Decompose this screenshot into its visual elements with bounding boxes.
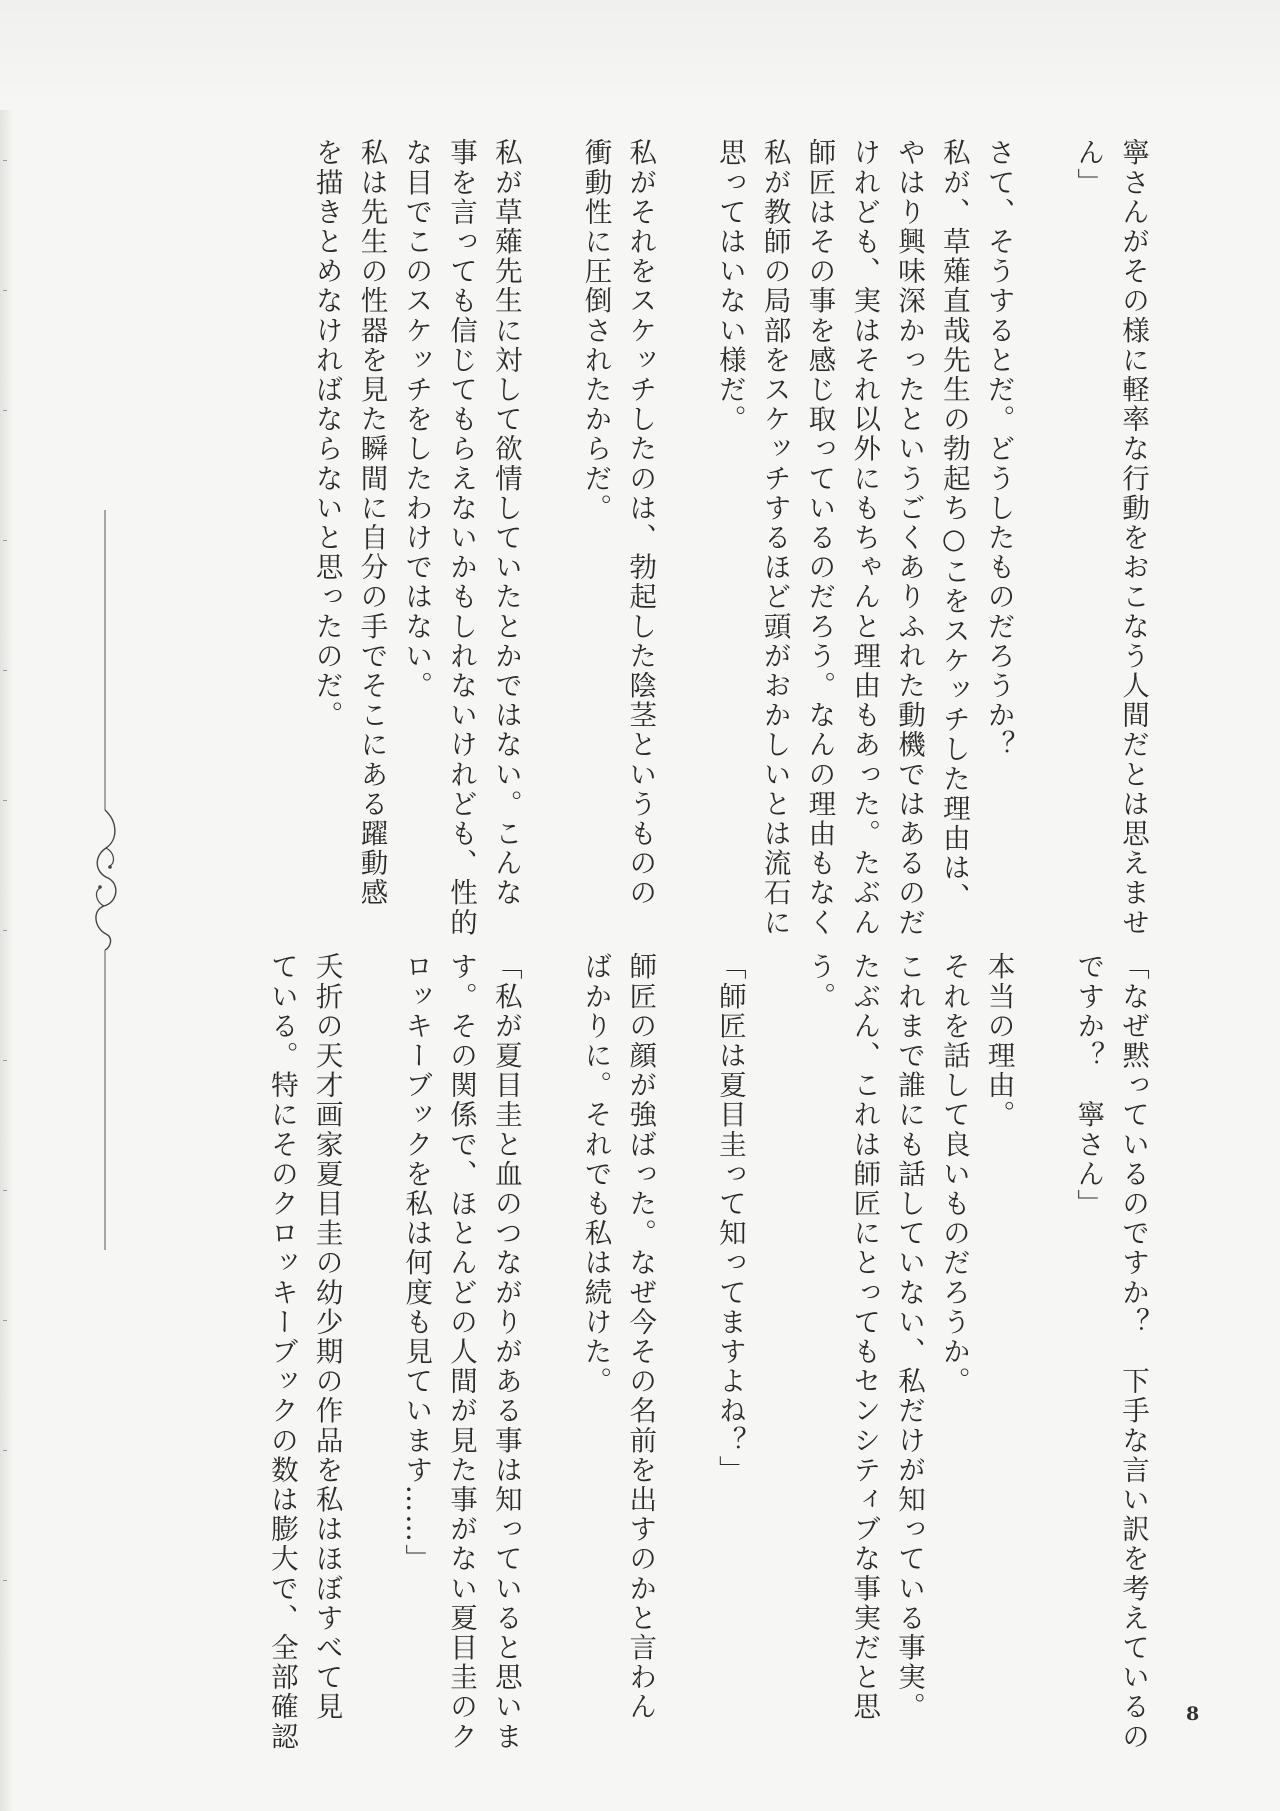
text-line: 私は先生の性器を見た瞬間に自分の手でそこにある躍動感 — [355, 138, 388, 908]
text-line: な目でこのスケッチをしたわけではない。 — [400, 138, 433, 701]
page-number: 8 — [1186, 1703, 1200, 1725]
text-line: 私が、草薙直哉先生の勃起ち○こをスケッチした理由は、 — [937, 138, 970, 913]
text-line: ですか？ 寧さん」 — [1072, 952, 1105, 1219]
lower-text-column — [220, 952, 1155, 1752]
text-line: さて、そうするとだ。どうしたものだろうか？ — [982, 138, 1015, 760]
text-line: ロッキーブックを私は何度も見ています……」 — [400, 952, 433, 1574]
text-line: う。 — [803, 952, 836, 1012]
text-line: 私が教師の局部をスケッチするほど頭がおかしいとは流石に — [758, 138, 791, 938]
flourish-ornament-icon — [80, 510, 130, 1250]
text-line: を描きとめなければならないと思ったのだ。 — [310, 138, 343, 730]
text-line: 師匠の顔が強ばった。なぜ今その名前を出すのかと言わん — [624, 952, 657, 1722]
text-line: 本当の理由。 — [982, 952, 1015, 1130]
text-line: それを話して良いものだろうか。 — [937, 952, 970, 1396]
text-line: 衝動性に圧倒されたからだ。 — [579, 138, 612, 523]
text-line: ばかりに。それでも私は続けた。 — [579, 952, 612, 1396]
text-line: ん」 — [1072, 138, 1105, 198]
upper-text-column — [250, 138, 1155, 938]
text-line: す。その関係で、ほとんどの人間が見た事がない夏目圭のク — [445, 952, 478, 1752]
text-line: けれども、実はそれ以外にもちゃんと理由もあった。たぶん — [848, 138, 881, 938]
page-top-shade — [0, 0, 1280, 110]
page-binding-edge — [0, 0, 14, 1811]
text-line: 「なぜ黙っているのですか？ 下手な言い訳を考えているの — [1117, 952, 1149, 1752]
text-line: 「私が夏目圭と血のつながりがある事は知っていると思いま — [489, 952, 522, 1752]
text-line: 思ってはいない様だ。 — [713, 138, 746, 434]
text-line: 寧さんがその様に軽率な行動をおこなう人間だとは思えませ — [1117, 138, 1149, 938]
text-line: たぶん、これは師匠にとってもセンシティブな事実だと思 — [848, 952, 881, 1722]
text-line: 師匠はその事を感じ取っているのだろう。なんの理由もなく — [803, 138, 836, 938]
text-line: 私がそれをスケッチしたのは、勃起した陰茎というものの — [624, 138, 657, 908]
text-line: ている。特にそのクロッキーブックの数は膨大で、全部確認 — [265, 952, 298, 1752]
text-line: やはり興味深かったというごくありふれた動機ではあるのだ — [893, 138, 926, 938]
text-line: 私が草薙先生に対して欲情していたとかではない。こんな — [489, 138, 522, 908]
text-line: 事を言っても信じてもらえないかもしれないけれども、性的 — [445, 138, 478, 938]
text-line: 「師匠は夏目圭って知ってますよね？」 — [713, 952, 746, 1485]
text-line: これまで誰にも話していない、私だけが知っている事実。 — [893, 952, 926, 1722]
text-line: 夭折の天才画家夏目圭の幼少期の作品を私はほぼすべて見 — [310, 952, 343, 1722]
